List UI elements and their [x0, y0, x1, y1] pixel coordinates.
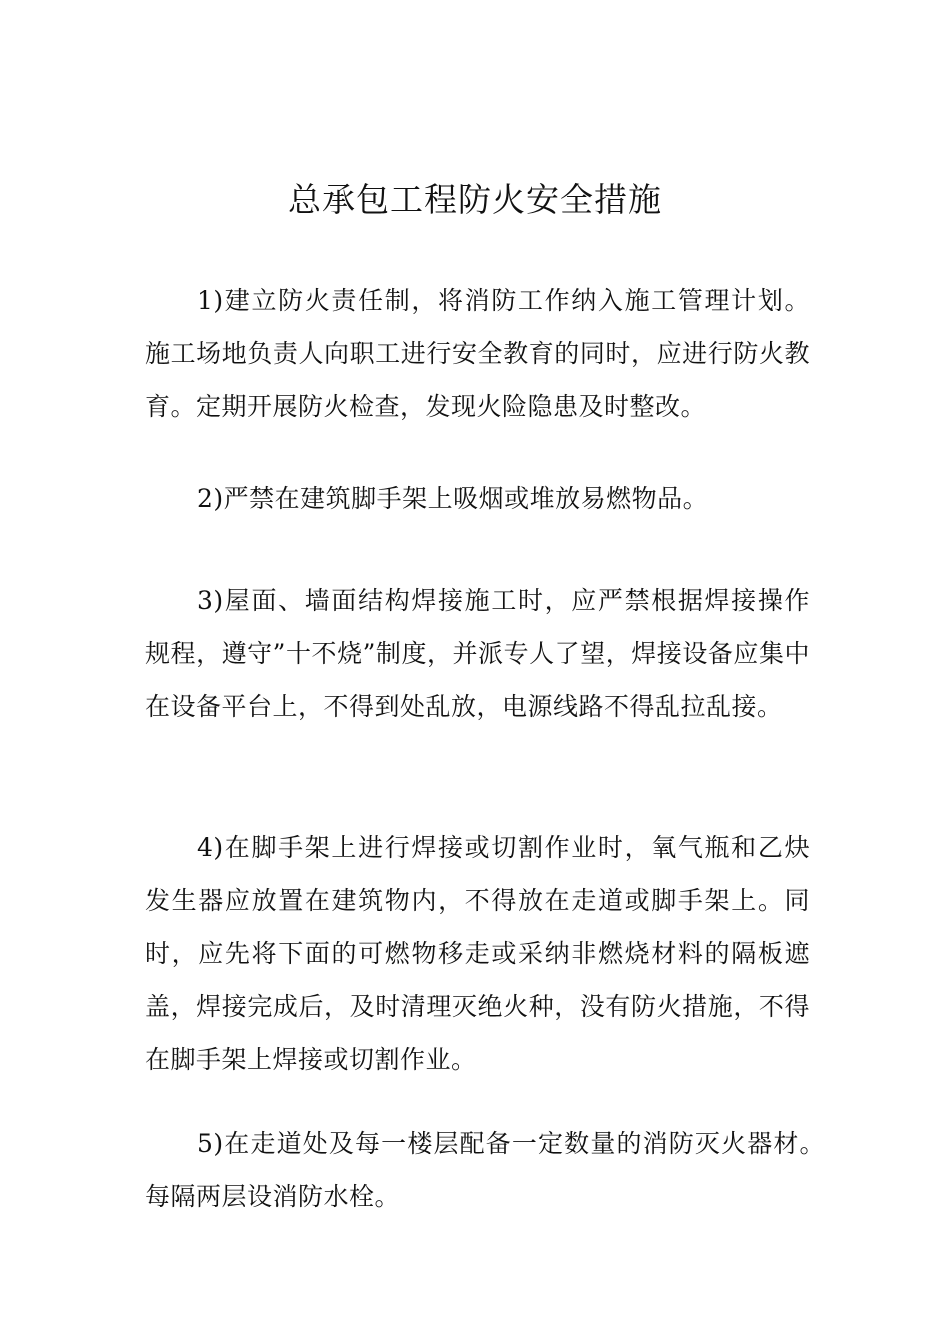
paragraph-1: 1)建立防火责任制，将消防工作纳入施工管理计划。施工场地负责人向职工进行安全教育的同时，应进行防火教育。定期开展防火检查，发现火险隐患及时整改。 — [145, 286, 810, 421]
paragraph-4: 4)在脚手架上进行焊接或切割作业时，氧气瓶和乙炔发生器应放置在建筑物内，不得放在走道或脚手架上。同时，应先将下面的可燃物移走或采纳非燃烧材料的隔板遮盖，焊接完成后，及时清理灭绝火种，没有防火措施，不得在脚手架上焊接或切割作业。 — [145, 833, 810, 1074]
document-title: 总承包工程防火安全措施 — [288, 180, 662, 219]
paragraph-5: 5)在走道处及每一楼层配备一定数量的消防灭火器材。每隔两层设消防水栓。 — [145, 1129, 825, 1211]
paragraph-3: 3)屋面、墙面结构焊接施工时，应严禁根据焊接操作规程，遵守”十不烧”制度，并派专人了望，焊接设备应集中在设备平台上，不得到处乱放，电源线路不得乱拉乱接。 — [145, 586, 810, 721]
paragraph-2: 2)严禁在建筑脚手架上吸烟或堆放易燃物品。 — [197, 484, 709, 513]
